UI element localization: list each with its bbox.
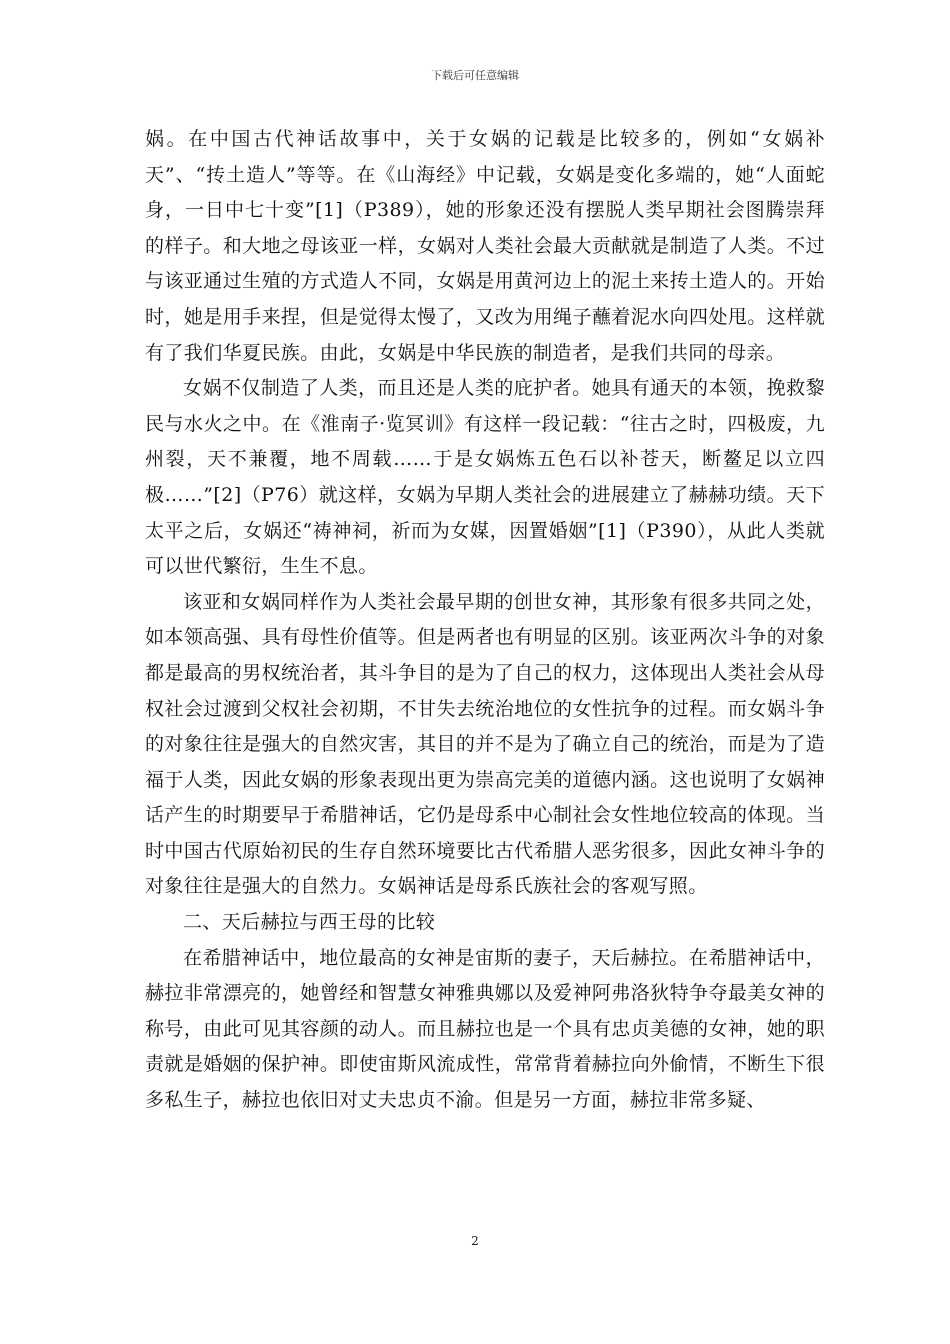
body-text [145, 122, 825, 1119]
page-header: 下载后可任意编辑 [431, 69, 519, 82]
section-heading: 二、天后赫拉与西王母的比较 [183, 911, 436, 934]
paragraph-1: 娲。在中国古代神话故事中，关于女娲的记载是比较多的，例如“女娲补天”、“抟土造人”等等。在《山海经》中记载，女娲是变化多端的，她“人面蛇身，一日中七十变”[1]（P389），她的形象还没有摆脱人类早期社会图腾崇拜的样子。和大地之母该亚一样，女娲对人类社会最大贡献就是制造了人类。不过与该亚通过生殖的方式造人不同，女娲是用黄河边上的泥土来抟土造人的。开始时，她是用手来捏，但是觉得太慢了，又改为用绳子蘸着泥水向四处甩。这样就有了我们华夏民族。由此，女娲是中华民族的制造者，是我们共同的母亲。 [145, 128, 825, 364]
page-number: 2 [471, 1234, 479, 1248]
paragraph-4: 在希腊神话中，地位最高的女神是宙斯的妻子，天后赫拉。在希腊神话中，赫拉非常漂亮的，她曾经和智慧女神雅典娜以及爱神阿弗洛狄特争夺最美女神的称号，由此可见其容颜的动人。而且赫拉也是一个具有忠贞美德的女神，她的职责就是婚姻的保护神。即使宙斯风流成性，常常背着赫拉向外偷情，不断生下很多私生子，赫拉也依旧对丈夫忠贞不渝。但是另一方面，赫拉非常多疑、 [145, 946, 825, 1112]
paragraph-3: 该亚和女娲同样作为人类社会最早期的创世女神，其形象有很多共同之处，如本领高强、具有母性价值等。但是两者也有明显的区别。该亚两次斗争的对象都是最高的男权统治者，其斗争目的是为了自己的权力，这体现出人类社会从母权社会过渡到父权社会初期，不甘失去统治地位的女性抗争的过程。而女娲斗争的对象往往是强大的自然灾害，其目的并不是为了确立自己的统治，而是为了造福于人类，因此女娲的形象表现出更为崇高完美的道德内涵。这也说明了女娲神话产生的时期要早于希腊神话，它仍是母系中心制社会女性地位较高的体现。当时中国古代原始初民的生存自然环境要比古代希腊人恶劣很多，因此女神斗争的对象往往是强大的自然力。女娲神话是母系氏族社会的客观写照。 [145, 590, 825, 898]
paragraph-2: 女娲不仅制造了人类，而且还是人类的庇护者。她具有通天的本领，挽救黎民与水火之中。在《淮南子·览冥训》有这样一段记载：“往古之时，四极废，九州裂，天不兼覆，地不周载……于是女娲炼五色石以补苍天，断鳌足以立四极……”[2]（P76）就这样，女娲为早期人类社会的进展建立了赫赫功绩。天下太平之后，女娲还“祷神祠，祈而为女媒，因置婚姻”[1]（P390），从此人类就可以世代繁衍，生生不息。 [145, 377, 825, 578]
